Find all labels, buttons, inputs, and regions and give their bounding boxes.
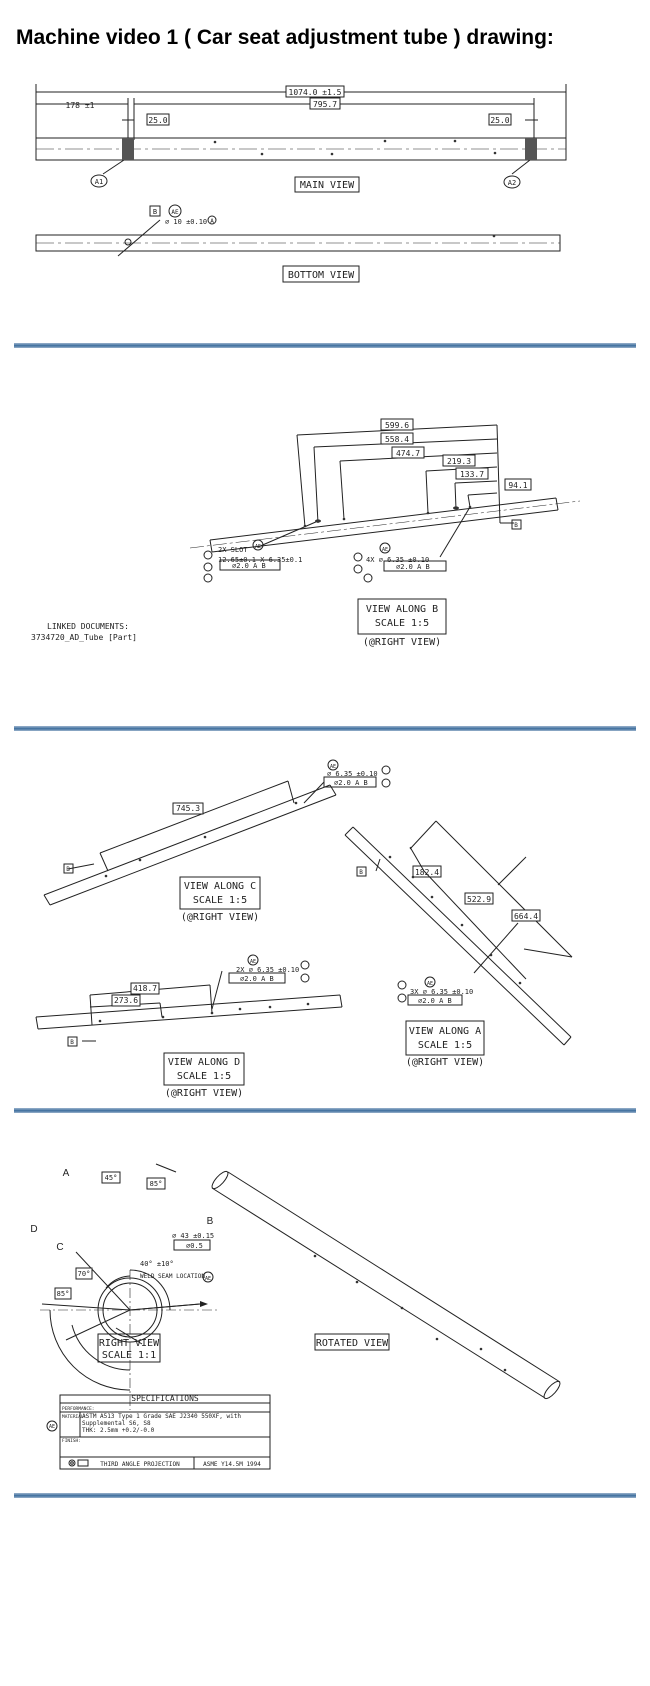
spec-projection: THIRD ANGLE PROJECTION (100, 1461, 180, 1468)
spec-ae-tag: AE (48, 1424, 56, 1430)
right-view-scale: SCALE 1:1 (101, 1350, 157, 1361)
middle-span-dim: 795.7 (312, 100, 338, 109)
a-view-title: VIEW ALONG A (408, 1026, 482, 1037)
right-and-rotated-view-drawing (0, 1120, 650, 1590)
spec-material-label: MATERIAL: (62, 1415, 87, 1420)
c-datum-b: B (66, 866, 70, 873)
a-view-sub: (@RIGHT VIEW) (405, 1057, 485, 1068)
hole-note: 4X ∅ 6.35 ±0.10 (366, 556, 430, 564)
spec-finish: FINISH: (62, 1439, 81, 1444)
d-tolerance: ∅2.0 A B (240, 975, 274, 983)
slot-note: 2X SLOT (218, 546, 248, 554)
a-dim-664-4: 664.4 (513, 912, 539, 921)
overall-length-dim: 1074.0 ±1.5 (288, 88, 342, 97)
c-view-scale: SCALE 1:5 (192, 895, 248, 906)
left-offset-dim: 178 ±1 (65, 101, 95, 110)
seam-ae-tag: AE (204, 1276, 212, 1282)
section-divider-1 (14, 343, 636, 348)
angle-45: 45° (104, 1174, 118, 1182)
section-divider-2 (14, 726, 636, 731)
section-divider-4 (14, 1493, 636, 1498)
left-hatch-dim: 25.0 (148, 116, 168, 125)
slot-tolerance: ∅2.0 A B (232, 562, 266, 570)
rotated-view-title: ROTATED VIEW (315, 1338, 389, 1349)
c-ae-tag: AE (329, 764, 337, 770)
a-tolerance: ∅2.0 A B (418, 997, 452, 1005)
linked-document-name: 3734720_AD_Tube [Part] (31, 633, 137, 642)
label-d: D (30, 1224, 38, 1235)
angle-70: 70° (77, 1270, 91, 1278)
hole-tolerance: ∅2.0 A B (396, 563, 430, 571)
c-dim-745-3: 745.3 (175, 804, 201, 813)
a-dim-522-9: 522.9 (466, 895, 492, 904)
c-view-title: VIEW ALONG C (183, 881, 257, 892)
dim-94-1: 94.1 (508, 481, 528, 490)
label-c: C (56, 1242, 64, 1253)
spec-material-3: THK: 2.5mm +0.2/-0.0 (82, 1427, 155, 1434)
hole-ae-tag: AE (381, 547, 389, 553)
spec-material-2: Supplemental S6, S8 (82, 1420, 151, 1427)
datum-b-tag: B (514, 522, 518, 529)
angle-85-bottom: 85° (56, 1290, 70, 1298)
c-tolerance: ∅2.0 A B (334, 779, 368, 787)
seam-note: WELD SEAM LOCATION (140, 1273, 206, 1280)
tag-a2: A2 (507, 179, 517, 187)
section-divider-3 (14, 1108, 636, 1113)
main-view-label: MAIN VIEW (299, 180, 355, 191)
c-hole-note: ∅ 6.35 ±0.10 (327, 770, 378, 778)
angle-85-top: 85° (149, 1180, 163, 1188)
dim-474-7: 474.7 (395, 449, 421, 458)
a-datum-b: B (359, 869, 363, 876)
d-view-title: VIEW ALONG D (167, 1057, 241, 1068)
main-bottom-view-drawing (0, 78, 650, 298)
dim-219-3: 219.3 (446, 457, 472, 466)
view-along-b-drawing (0, 395, 650, 665)
a-dim-182-4: 182.4 (414, 868, 440, 877)
views-c-a-d-drawing (0, 745, 650, 1105)
dim-133-7: 133.7 (459, 470, 485, 479)
slot-ae-tag: AE (254, 544, 262, 550)
bottom-view-label: BOTTOM VIEW (287, 270, 355, 281)
spec-material-1: ASTM A513 Type 1 Grade SAE J2340 550XF, with (82, 1413, 241, 1420)
slot-size: 12.65±0.1 X 6.35±0.1 (218, 556, 303, 564)
d-view-sub: (@RIGHT VIEW) (164, 1088, 244, 1099)
d-dim-273-6: 273.6 (113, 996, 139, 1005)
hole-tag: A (210, 218, 214, 225)
seam-angle: 40° ±10° (140, 1260, 174, 1268)
d-datum-b: B (70, 1039, 74, 1046)
c-view-sub: (@RIGHT VIEW) (180, 912, 260, 923)
dim-558-4: 558.4 (384, 435, 410, 444)
a-ae-tag: AE (426, 981, 434, 987)
view-scale: SCALE 1:5 (374, 618, 430, 629)
d-dim-418-7: 418.7 (132, 984, 158, 993)
hole-note: ∅ 10 ±0.10 (165, 218, 208, 226)
label-b: B (206, 1216, 214, 1227)
label-a: A (62, 1168, 70, 1179)
right-hatch-dim: 25.0 (490, 116, 510, 125)
spec-performance: PERFORMANCE: (62, 1407, 95, 1412)
d-view-scale: SCALE 1:5 (176, 1071, 232, 1082)
view-sub: (@RIGHT VIEW) (362, 637, 442, 648)
view-title: VIEW ALONG B (365, 604, 439, 615)
a-hole-note: 3X ∅ 6.35 ±0.10 (410, 988, 474, 996)
datum-b-tag: B (152, 208, 158, 216)
ae-tag: AE (171, 209, 179, 216)
right-view-title: RIGHT VIEW (98, 1338, 160, 1349)
linked-documents-title: LINKED DOCUMENTS: (47, 622, 129, 631)
d-hole-note: 2X ∅ 6.35 ±0.10 (236, 966, 300, 974)
diameter-tolerance: ∅0.5 (186, 1242, 203, 1250)
spec-title: SPECIFICATIONS (131, 1394, 199, 1403)
spec-standard: ASME Y14.5M 1994 (203, 1461, 261, 1468)
tag-a1: A1 (94, 178, 104, 186)
a-view-scale: SCALE 1:5 (417, 1040, 473, 1051)
diameter-note: ∅ 43 ±0.15 (172, 1232, 215, 1240)
dim-599-6: 599.6 (384, 421, 410, 430)
page-title: Machine video 1 ( Car seat adjustment tube ) drawing: (16, 26, 554, 49)
d-ae-tag: AE (249, 959, 257, 965)
